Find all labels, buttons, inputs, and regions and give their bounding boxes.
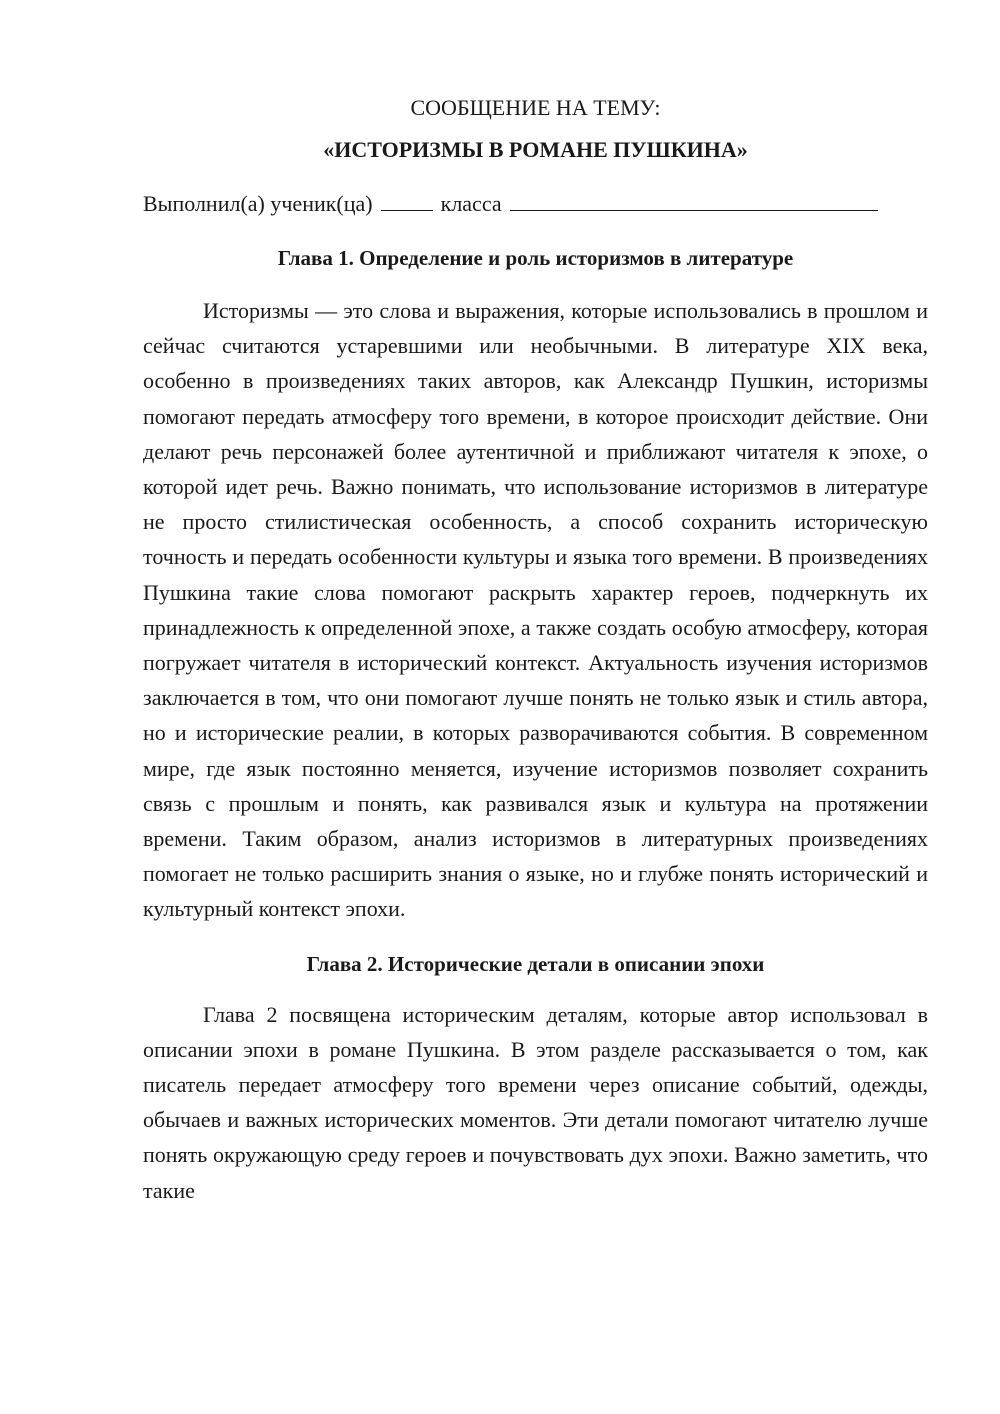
document-page xyxy=(143,93,928,1208)
author-prefix: Выполнил(а) ученик(ца) xyxy=(143,191,373,216)
title-line-1: СООБЩЕНИЕ НА ТЕМУ: xyxy=(410,95,661,120)
title-line-2: «ИСТОРИЗМЫ В РОМАНЕ ПУШКИНА» xyxy=(323,137,748,162)
student-name-blank[interactable] xyxy=(510,188,878,211)
chapter-2-heading: Глава 2. Исторические детали в описании эпохи xyxy=(306,951,765,976)
chapter-1-paragraph: Историзмы — это слова и выражения, которые использовались в прошлом и сейчас считаются устаревшими или необычными. В литературе XIX века, особенно в произведениях таких авторов, как Александр Пушкин, историзмы помогают передать атмосферу того времени, в которое происходит действие. Они делают речь персонажей более аутентичной и приближают читателя к эпохе, о которой идет речь. Важно понимать, что использование историзмов в литературе не просто стилистическая особенность, а способ сохранить историческую точность и передать особенности культуры и языка того времени. В произведениях Пушкина такие слова помогают раскрыть характер героев, подчеркнуть их принадлежность к определенной эпохе, а также создать особую атмосферу, которая погружает читателя в исторический контекст. Актуальность изучения историзмов заключается в том, что они помогают лучше понять не только язык и стиль автора, но и исторические реалии, в которых разворачиваются события. В современном мире, где язык постоянно меняется, изучение историзмов позволяет сохранить связь с прошлым и понять, как развивался язык и культура на протяжении времени. Таким образом, анализ историзмов в литературных произведениях помогает не только расширить знания о языке, но и глубже понять исторический и культурный контекст эпохи. xyxy=(143,298,928,922)
author-middle: класса xyxy=(440,191,502,216)
author-line xyxy=(143,188,928,219)
chapter-2-paragraph: Глава 2 посвящена историческим деталям, которые автор использовал в описании эпохи в романе Пушкина. В этом разделе рассказывается о том, как писатель передает атмосферу того времени через описание событий, одежды, обычаев и важных исторических моментов. Эти детали помогают читателю лучше понять окружающую среду героев и почувствовать дух эпохи. Важно заметить, что такие xyxy=(143,1001,928,1203)
class-number-blank[interactable] xyxy=(381,188,433,211)
chapter-1-heading: Глава 1. Определение и роль историзмов в литературе xyxy=(277,246,794,270)
